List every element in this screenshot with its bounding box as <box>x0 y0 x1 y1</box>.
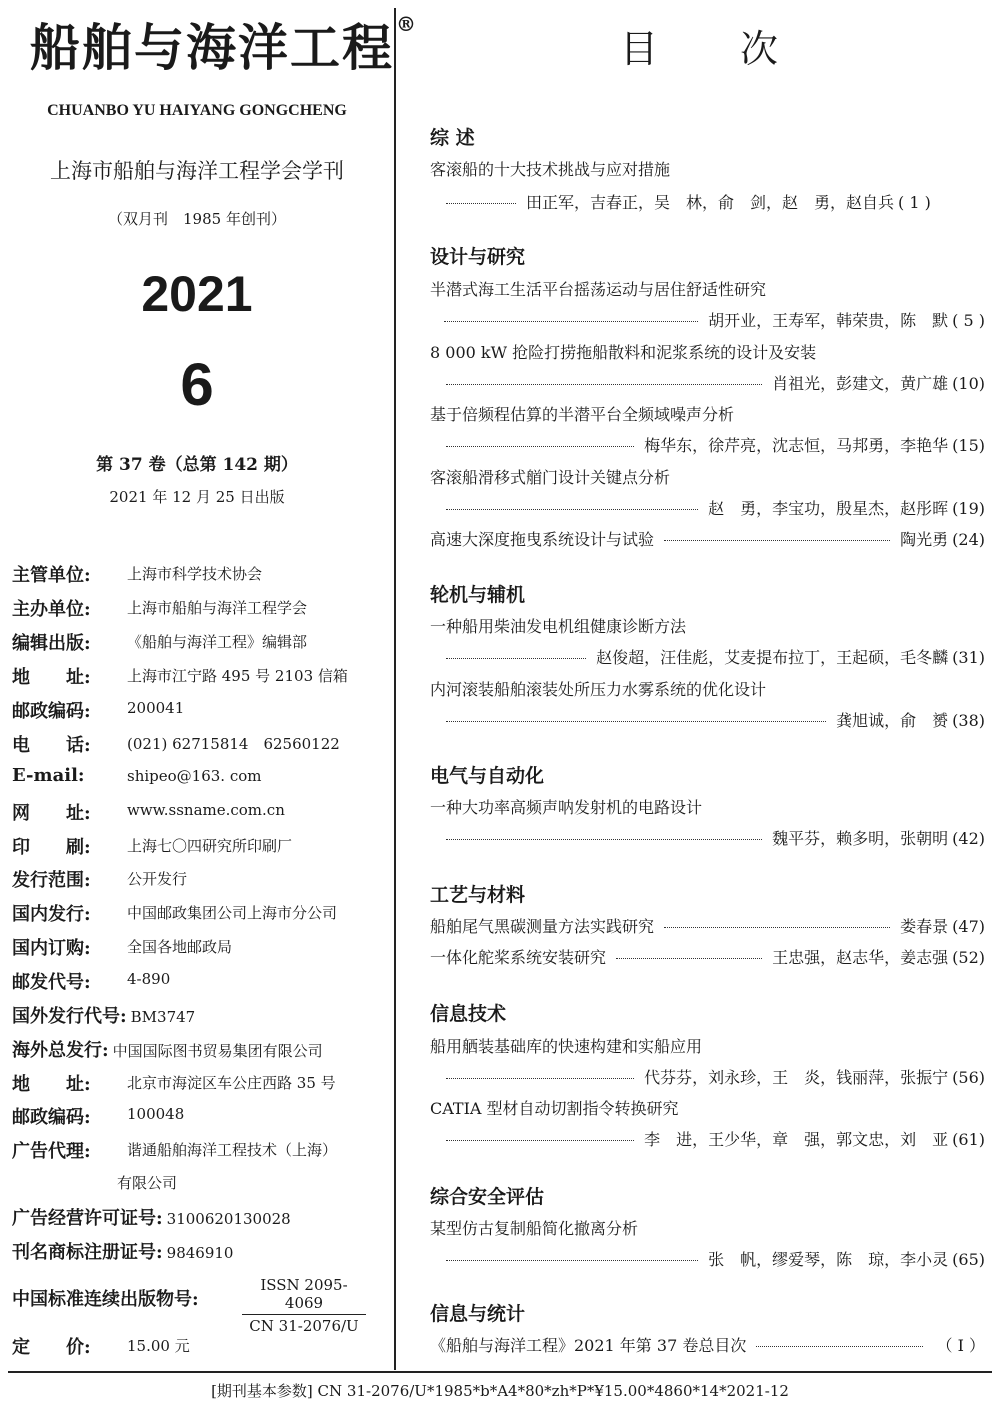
section-heading: 信息与统计 <box>430 1303 526 1325</box>
article-title[interactable]: 船用舾装基础库的快速构建和实船应用 <box>430 1037 703 1056</box>
issue-number: 6 <box>180 351 214 418</box>
article-title: 一体化舵桨系统安装研究 <box>430 948 607 967</box>
leader-dots <box>446 384 762 385</box>
article-authors: 陶光勇 <box>900 530 949 549</box>
article-authors: 梅华东，徐芹亮，沈志恒，马邦勇，李艳华 <box>644 436 949 455</box>
article-line[interactable] <box>430 945 985 968</box>
info-row <box>12 1238 233 1264</box>
leader-dots <box>446 839 762 840</box>
article-authors-line <box>430 1127 985 1150</box>
info-label: 发行范围: <box>12 870 91 891</box>
issue-year: 2021 <box>141 266 253 322</box>
info-value-continued: 有限公司 <box>117 1174 178 1192</box>
info-label: 主办单位: <box>12 599 91 620</box>
article-authors: 赵 勇，李宝功，殷星杰，赵彤晖 <box>708 499 949 518</box>
article-page: (10) <box>952 374 985 393</box>
article-title[interactable]: 内河滚装船舶滚装处所压力水雾系统的优化设计 <box>430 680 767 699</box>
info-value: shipeo@163. com <box>127 767 262 785</box>
article-page: (38) <box>952 711 985 730</box>
article-authors-line <box>430 1247 985 1270</box>
info-value: 3100620130028 <box>166 1210 291 1228</box>
leader-dots <box>616 958 762 959</box>
bottom-rule <box>8 1371 992 1373</box>
section-heading: 工艺与材料 <box>430 884 526 906</box>
info-label: 印 刷: <box>12 837 91 858</box>
info-label: 定 价: <box>12 1337 91 1358</box>
article-authors: 田正军，吉春正，吴 林，俞 剑，赵 勇，赵自兵 <box>526 193 895 212</box>
info-row <box>12 799 285 825</box>
info-row <box>12 968 171 994</box>
info-value: 公开发行 <box>127 870 188 888</box>
info-label: 邮发代号: <box>12 972 91 993</box>
article-authors: 代芬芬，刘永珍，王 炎，钱丽萍，张振宁 <box>644 1068 949 1087</box>
info-row <box>12 1137 338 1163</box>
article-page: （ I ） <box>936 1336 985 1355</box>
article-title[interactable]: 客滚船滑移式艏门设计关键点分析 <box>430 468 671 487</box>
info-label: E-mail: <box>12 765 85 786</box>
article-authors: 王忠强，赵志华，姜志强 <box>772 948 949 967</box>
leader-dots <box>446 721 826 722</box>
article-authors-line <box>430 1065 985 1088</box>
issn-label: 中国标准连续出版物号: <box>12 1289 199 1310</box>
article-authors-line <box>430 371 985 394</box>
price-row <box>12 1333 190 1359</box>
leader-dots <box>664 927 890 928</box>
article-title[interactable]: 客滚船的十大技术挑战与应对措施 <box>430 160 671 179</box>
article-authors: 龚旭诚，俞 赟 <box>836 711 949 730</box>
info-row <box>12 1036 323 1062</box>
article-line[interactable] <box>430 914 985 937</box>
info-label: 地 址: <box>12 1074 91 1095</box>
info-label: 广告代理: <box>12 1141 91 1162</box>
info-label: 国外发行代号: <box>12 1006 127 1027</box>
price-value: 15.00 元 <box>127 1337 190 1355</box>
info-value: 上海市船舶与海洋工程学会 <box>127 599 308 617</box>
info-value: BM3747 <box>130 1008 196 1026</box>
article-title: 《船舶与海洋工程》2021 年第 37 卷总目次 <box>430 1336 747 1355</box>
volume-info: 第 37 卷（总第 142 期） <box>96 455 298 475</box>
cn-number: CN 31-2076/U <box>249 1317 359 1335</box>
leader-dots <box>446 446 634 447</box>
info-value: 全国各地邮政局 <box>127 938 233 956</box>
info-label: 网 址: <box>12 803 91 824</box>
article-page: (19) <box>952 499 985 518</box>
info-value: 上海市科学技术协会 <box>127 565 263 583</box>
article-page: (56) <box>952 1068 985 1087</box>
info-row <box>12 765 262 786</box>
toc-title: 目 次 <box>620 27 781 71</box>
article-page: ( 1 ) <box>898 193 931 212</box>
article-page: (15) <box>952 436 985 455</box>
info-row <box>12 1070 336 1096</box>
leader-dots <box>446 658 586 659</box>
column-divider <box>394 8 396 1370</box>
info-value: 上海七〇四研究所印刷厂 <box>127 837 293 855</box>
article-authors-line <box>430 708 985 731</box>
info-value: 中国邮政集团公司上海市分公司 <box>127 904 338 922</box>
article-authors-line <box>430 645 985 668</box>
leader-dots <box>446 509 698 510</box>
article-authors-line <box>430 496 985 519</box>
info-row <box>12 1204 291 1230</box>
article-page: (52) <box>952 948 985 967</box>
info-label: 编辑出版: <box>12 633 91 654</box>
article-page: (24) <box>952 530 985 549</box>
info-value: 《船舶与海洋工程》编辑部 <box>127 633 308 651</box>
article-title[interactable]: 半潜式海工生活平台摇荡运动与居住舒适性研究 <box>430 280 767 299</box>
info-row <box>12 595 308 621</box>
info-value: 谐通船舶海洋工程技术（上海） <box>127 1141 338 1159</box>
info-value: 200041 <box>127 699 185 717</box>
article-authors-line <box>430 308 985 331</box>
info-row <box>12 1002 195 1028</box>
info-value: 100048 <box>127 1105 185 1123</box>
publication-frequency: （双月刊 1985 年创刊） <box>108 210 286 228</box>
section-heading: 综 述 <box>430 127 475 149</box>
info-label: 电 话: <box>12 735 91 756</box>
article-authors: 张 帆，缪爱琴，陈 琼，李小灵 <box>708 1250 949 1269</box>
article-line[interactable] <box>430 527 985 550</box>
section-heading: 电气与自动化 <box>430 765 545 787</box>
article-title[interactable]: 某型仿古复制船简化撤离分析 <box>430 1219 639 1238</box>
info-row <box>12 629 308 655</box>
article-authors-line <box>430 190 985 213</box>
info-row <box>12 1103 185 1129</box>
info-row <box>12 663 348 689</box>
info-label: 地 址: <box>12 667 91 688</box>
info-row <box>12 934 233 960</box>
leader-dots <box>444 321 698 322</box>
article-title[interactable]: 基于倍频程估算的半潜平台全频域噪声分析 <box>430 405 735 424</box>
section-heading: 信息技术 <box>430 1003 507 1025</box>
info-value: 上海市江宁路 495 号 2103 信箱 <box>127 667 348 685</box>
leader-dots <box>446 1140 634 1141</box>
article-title[interactable]: 一种大功率高频声呐发射机的电路设计 <box>430 798 703 817</box>
info-label: 邮政编码: <box>12 701 91 722</box>
registered-mark: ® <box>396 12 418 36</box>
article-line[interactable] <box>430 1333 985 1356</box>
info-row <box>12 697 185 723</box>
article-page: ( 5 ) <box>952 311 985 330</box>
article-title[interactable]: CATIA 型材自动切割指令转换研究 <box>430 1099 679 1118</box>
issn-number: ISSN 2095-4069 <box>242 1276 366 1315</box>
info-label: 广告经营许可证号: <box>12 1208 163 1229</box>
section-heading: 设计与研究 <box>430 246 526 268</box>
journal-pinyin: CHUANBO YU HAIYANG GONGCHENG <box>47 102 347 119</box>
info-row <box>12 833 293 859</box>
journal-parameters: [期刊基本参数] CN 31-2076/U*1985*b*A4*80*zh*P*¥15.00*4860*14*2021-12 <box>211 1382 789 1400</box>
leader-dots <box>446 203 516 204</box>
article-authors: 娄春景 <box>900 917 949 936</box>
article-authors: 李 进，王少华，章 强，郭文忠，刘 亚 <box>644 1130 949 1149</box>
publication-date: 2021 年 12 月 25 日出版 <box>109 488 285 506</box>
article-page: (42) <box>952 829 985 848</box>
section-heading: 综合安全评估 <box>430 1186 545 1208</box>
article-page: (47) <box>952 917 985 936</box>
article-authors: 肖祖光，彭建文，黄广雄 <box>772 374 949 393</box>
article-authors: 胡开业，王寿军，韩荣贵，陈 默 <box>708 311 949 330</box>
leader-dots <box>446 1260 698 1261</box>
info-label: 海外总发行: <box>12 1040 109 1061</box>
info-label: 邮政编码: <box>12 1107 91 1128</box>
info-label: 主管单位: <box>12 565 91 586</box>
journal-logo <box>30 8 418 80</box>
leader-dots <box>446 1078 634 1079</box>
info-value: www.ssname.com.cn <box>127 801 285 819</box>
issn-fraction <box>242 1276 366 1335</box>
article-title[interactable]: 一种船用柴油发电机组健康诊断方法 <box>430 617 687 636</box>
article-title: 高速大深度拖曳系统设计与试验 <box>430 530 655 549</box>
info-row <box>12 731 340 757</box>
info-value: 中国国际图书贸易集团有限公司 <box>112 1042 323 1060</box>
leader-dots <box>664 540 890 541</box>
info-label: 刊名商标注册证号: <box>12 1242 163 1263</box>
article-title[interactable]: 8 000 kW 抢险打捞拖船散料和泥浆系统的设计及安装 <box>430 343 817 362</box>
article-authors: 魏平芬，赖多明，张朝明 <box>772 829 949 848</box>
info-label: 国内订购: <box>12 938 91 959</box>
info-row <box>12 866 188 892</box>
article-title: 船舶尾气黑碳测量方法实践研究 <box>430 917 655 936</box>
info-value: 9846910 <box>166 1244 234 1262</box>
article-authors-line <box>430 826 985 849</box>
info-label: 国内发行: <box>12 904 91 925</box>
article-page: (31) <box>952 648 985 667</box>
info-value: (021) 62715814 62560122 <box>127 735 340 753</box>
article-page: (65) <box>952 1250 985 1269</box>
society-name: 上海市船舶与海洋工程学会学刊 <box>50 159 344 183</box>
info-value: 4-890 <box>127 970 171 988</box>
article-page: (61) <box>952 1130 985 1149</box>
info-value: 北京市海淀区车公庄西路 35 号 <box>127 1074 336 1092</box>
article-authors-line <box>430 433 985 456</box>
section-heading: 轮机与辅机 <box>430 584 526 606</box>
leader-dots <box>756 1346 922 1347</box>
info-row <box>12 561 263 587</box>
article-authors: 赵俊超，汪佳彪，艾麦提布拉丁，王起硕，毛冬麟 <box>596 648 949 667</box>
info-row <box>12 900 338 926</box>
journal-title: 船舶与海洋工程 <box>30 18 394 77</box>
